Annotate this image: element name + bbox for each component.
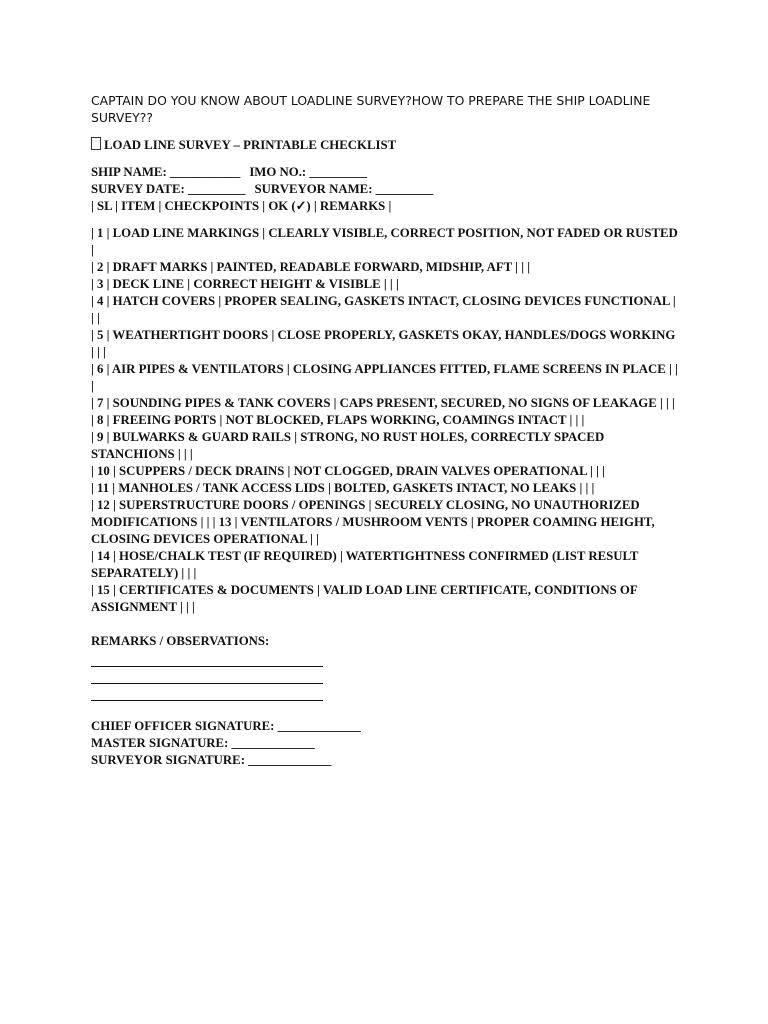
checklist-heading-text: LOAD LINE SURVEY – PRINTABLE CHECKLIST (104, 138, 397, 152)
checklist-row: | 11 | MANHOLES / TANK ACCESS LIDS | BOLTED, GASKETS INTACT, NO LEAKS | | | (91, 481, 595, 495)
checklist-row: | 14 | HOSE/CHALK TEST (IF REQUIRED) | WATERTIGHTNESS CONFIRMED (LIST RESULT SEPARATELY) | | | (91, 549, 639, 580)
checklist-row: | 4 | HATCH COVERS | PROPER SEALING, GASKETS INTACT, CLOSING DEVICES FUNCTIONAL | | | (91, 294, 676, 325)
document-page (91, 92, 691, 769)
remarks-section (91, 633, 691, 701)
table-header: | SL | ITEM | CHECKPOINTS | OK (✓) | REMARKS | (91, 199, 392, 213)
checklist-row: | 10 | SCUPPERS / DECK DRAINS | NOT CLOGGED, DRAIN VALVES OPERATIONAL | | | (91, 464, 605, 478)
checklist-row: | 5 | WEATHERTIGHT DOORS | CLOSE PROPERLY, GASKETS OKAY, HANDLES/DOGS WORKING | | | (91, 328, 676, 359)
ship-imo-line (91, 164, 691, 181)
checklist-row: | 8 | FREEING PORTS | NOT BLOCKED, FLAPS WORKING, COAMINGS INTACT | | | (91, 413, 585, 427)
date-surveyor-line (91, 181, 691, 198)
survey-fields (91, 164, 691, 215)
checklist-row: | 1 | LOAD LINE MARKINGS | CLEARLY VISIBLE, CORRECT POSITION, NOT FADED OR RUSTED | (91, 226, 678, 257)
surveyor-name-field: SURVEYOR NAME: _________ (254, 182, 434, 196)
missing-glyph-icon (91, 137, 101, 150)
ship-name-field: SHIP NAME: ___________ (91, 165, 241, 179)
checklist-heading (91, 137, 691, 154)
signatures-section (91, 718, 691, 769)
master-signature: MASTER SIGNATURE: _____________ (91, 736, 315, 750)
checklist-row: | 2 | DRAFT MARKS | PAINTED, READABLE FORWARD, MIDSHIP, AFT | | | (91, 260, 531, 274)
imo-no-field: IMO NO.: _________ (249, 165, 367, 179)
intro-text: CAPTAIN DO YOU KNOW ABOUT LOADLINE SURVEY?HOW TO PREPARE THE SHIP LOADLINE SURVEY?? (91, 93, 651, 125)
remarks-label: REMARKS / OBSERVATIONS: (91, 634, 270, 648)
checklist-row: | 12 | SUPERSTRUCTURE DOORS / OPENINGS | SECURELY CLOSING, NO UNAUTHORIZED MODIFICATIONS | | | 13 | VENTILATORS / MUSHROOM VENTS | PROPER COAMING HEIGHT, CLOSING DEVICES OPERATIONAL | | (91, 498, 655, 546)
surveyor-signature: SURVEYOR SIGNATURE: _____________ (91, 753, 332, 767)
remarks-line (91, 650, 323, 667)
checklist-row: | 7 | SOUNDING PIPES & TANK COVERS | CAPS PRESENT, SECURED, NO SIGNS OF LEAKAGE | | | (91, 396, 675, 410)
remarks-line (91, 684, 323, 701)
checklist-row: | 6 | AIR PIPES & VENTILATORS | CLOSING APPLIANCES FITTED, FLAME SCREENS IN PLACE | | | (91, 362, 678, 393)
checklist-row: | 15 | CERTIFICATES & DOCUMENTS | VALID LOAD LINE CERTIFICATE, CONDITIONS OF ASSIGNMENT | | | (91, 583, 638, 614)
checklist-rows (91, 225, 691, 616)
checklist-row: | 9 | BULWARKS & GUARD RAILS | STRONG, NO RUST HOLES, CORRECTLY SPACED STANCHIONS | | | (91, 430, 605, 461)
checklist-row: | 3 | DECK LINE | CORRECT HEIGHT & VISIBLE | | | (91, 277, 399, 291)
remarks-line (91, 667, 323, 684)
survey-date-field: SURVEY DATE: _________ (91, 182, 246, 196)
chief-officer-signature: CHIEF OFFICER SIGNATURE: _____________ (91, 719, 361, 733)
